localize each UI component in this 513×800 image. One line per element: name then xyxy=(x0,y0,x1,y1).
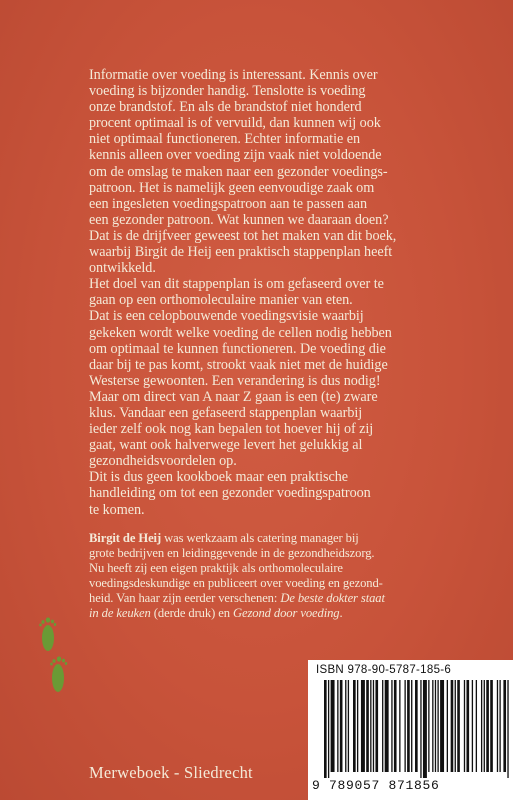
barcode-bar xyxy=(476,680,477,772)
barcode-bar xyxy=(428,680,429,772)
barcode-bar xyxy=(382,680,383,772)
bio-text-1: was werkzaam als catering manager bij grote bedrijven en leidinggevende in de gezondheidszorg. Nu heeft zij een eigen praktijk als orthomoleculaire voedingsdeskundige en publiceert over voeding en gezond- heid. Van haar zijn eerder verschenen: xyxy=(89,531,383,605)
barcode-bar xyxy=(423,680,427,778)
barcode-bar xyxy=(375,680,378,772)
barcode-bar xyxy=(328,680,329,778)
barcode-bar xyxy=(340,680,343,772)
barcode-bar xyxy=(353,680,356,772)
barcode-bar xyxy=(499,680,500,772)
author-bio xyxy=(89,531,434,621)
green-footprints-icon xyxy=(36,612,70,700)
barcode-bar xyxy=(348,680,349,772)
ean-digits: 9 789057 871856 xyxy=(312,778,440,793)
barcode-bar xyxy=(440,680,444,772)
barcode-bar xyxy=(404,680,405,772)
barcode-bar xyxy=(361,680,365,772)
barcode-bar xyxy=(415,680,418,772)
barcode-bar xyxy=(385,680,389,772)
previous-book-title-1: De beste dokter staat in de keuken xyxy=(89,591,385,620)
barcode-bar xyxy=(455,680,456,772)
barcode-bar xyxy=(337,680,338,772)
barcode-bar xyxy=(464,680,465,772)
barcode-bar xyxy=(437,680,438,772)
barcode-bar xyxy=(373,680,374,772)
barcode-image xyxy=(322,680,512,778)
barcode-bar xyxy=(407,680,410,772)
barcode-bar xyxy=(366,680,369,772)
barcode-bar xyxy=(370,680,371,772)
barcode-bar xyxy=(435,680,436,772)
barcode-bar xyxy=(394,680,397,772)
barcode-bar xyxy=(324,680,327,778)
barcode-bar xyxy=(472,680,473,772)
bio-text-2: (derde druk) en xyxy=(150,606,233,620)
barcode-bar xyxy=(345,680,346,772)
bio-text-3: . xyxy=(339,606,343,620)
barcode-bar xyxy=(411,680,412,772)
barcode-bar xyxy=(497,680,498,772)
back-cover-description: Informatie over voeding is interessant. Kennis over voeding is bijzonder handig. Tenslotte is voeding onze brandstof. En als de brandstof niet honderd procent optimaal is of vervuild, dan kunnen wij ook niet optimaal functioneren. Echter informatie en kennis alleen over voeding zijn vaak niet voldoende om de omslag te maken naar een gezonder voedings- patroon. Het is namelijk geen eenvoudige zaak om een ingesleten voedingspatroon aan te passen aan een gezonder patroon. Wat kunnen we daaraan doen? Dat is de drijfveer geweest tot het maken van dit boek, waarbij Birgit de Heij een praktisch stappenplan heeft ontwikkeld. Het doel van dit stappenplan is om gefaseerd over te gaan op een orthomoleculaire manier van eten. Dat is een celopbouwende voedingsvisie waarbij gekeken wordt welke voeding de cellen nodig hebben om optimaal te kunnen functioneren. De voeding die daar bij te pas komt, strookt vaak niet met de huidige Westerse gewoonten. Een verandering is dus nodig! Maar om direct van A naar Z gaan is een (te) zware klus. Vandaar een gefaseerd stappenplan waarbij ieder zelf ook nog kan bepalen tot hoever hij of zij gaat, want ook halverwege levert het gelukkig al gezondheidsvoordelen op. Dit is dus geen kookboek maar een praktische handleiding om tot een gezonder voedingspatroon te komen. xyxy=(89,67,397,518)
barcode-bar xyxy=(331,680,335,772)
barcode-bar xyxy=(399,680,400,772)
barcode-bar xyxy=(391,680,392,772)
barcode-bar xyxy=(486,680,489,772)
barcode-bar xyxy=(420,680,421,778)
isbn-label: ISBN 978-90-5787-185-6 xyxy=(316,664,452,676)
barcode-bar xyxy=(490,680,493,772)
barcode-bar xyxy=(503,680,506,772)
barcode-bar xyxy=(457,680,460,772)
author-name: Birgit de Heij xyxy=(89,531,162,545)
barcode-bar xyxy=(466,680,469,772)
publisher-name: Merweboek - Sliedrecht xyxy=(89,763,253,782)
barcode-bar xyxy=(357,680,358,772)
barcode-panel xyxy=(308,660,513,800)
barcode-bar xyxy=(451,680,454,772)
barcode-bar xyxy=(432,680,433,772)
previous-book-title-2: Gezond door voeding xyxy=(232,606,340,620)
barcode-bar xyxy=(481,680,482,772)
barcode-bar xyxy=(507,680,508,778)
barcode-bar xyxy=(447,680,448,772)
barcode-bar xyxy=(484,680,485,772)
